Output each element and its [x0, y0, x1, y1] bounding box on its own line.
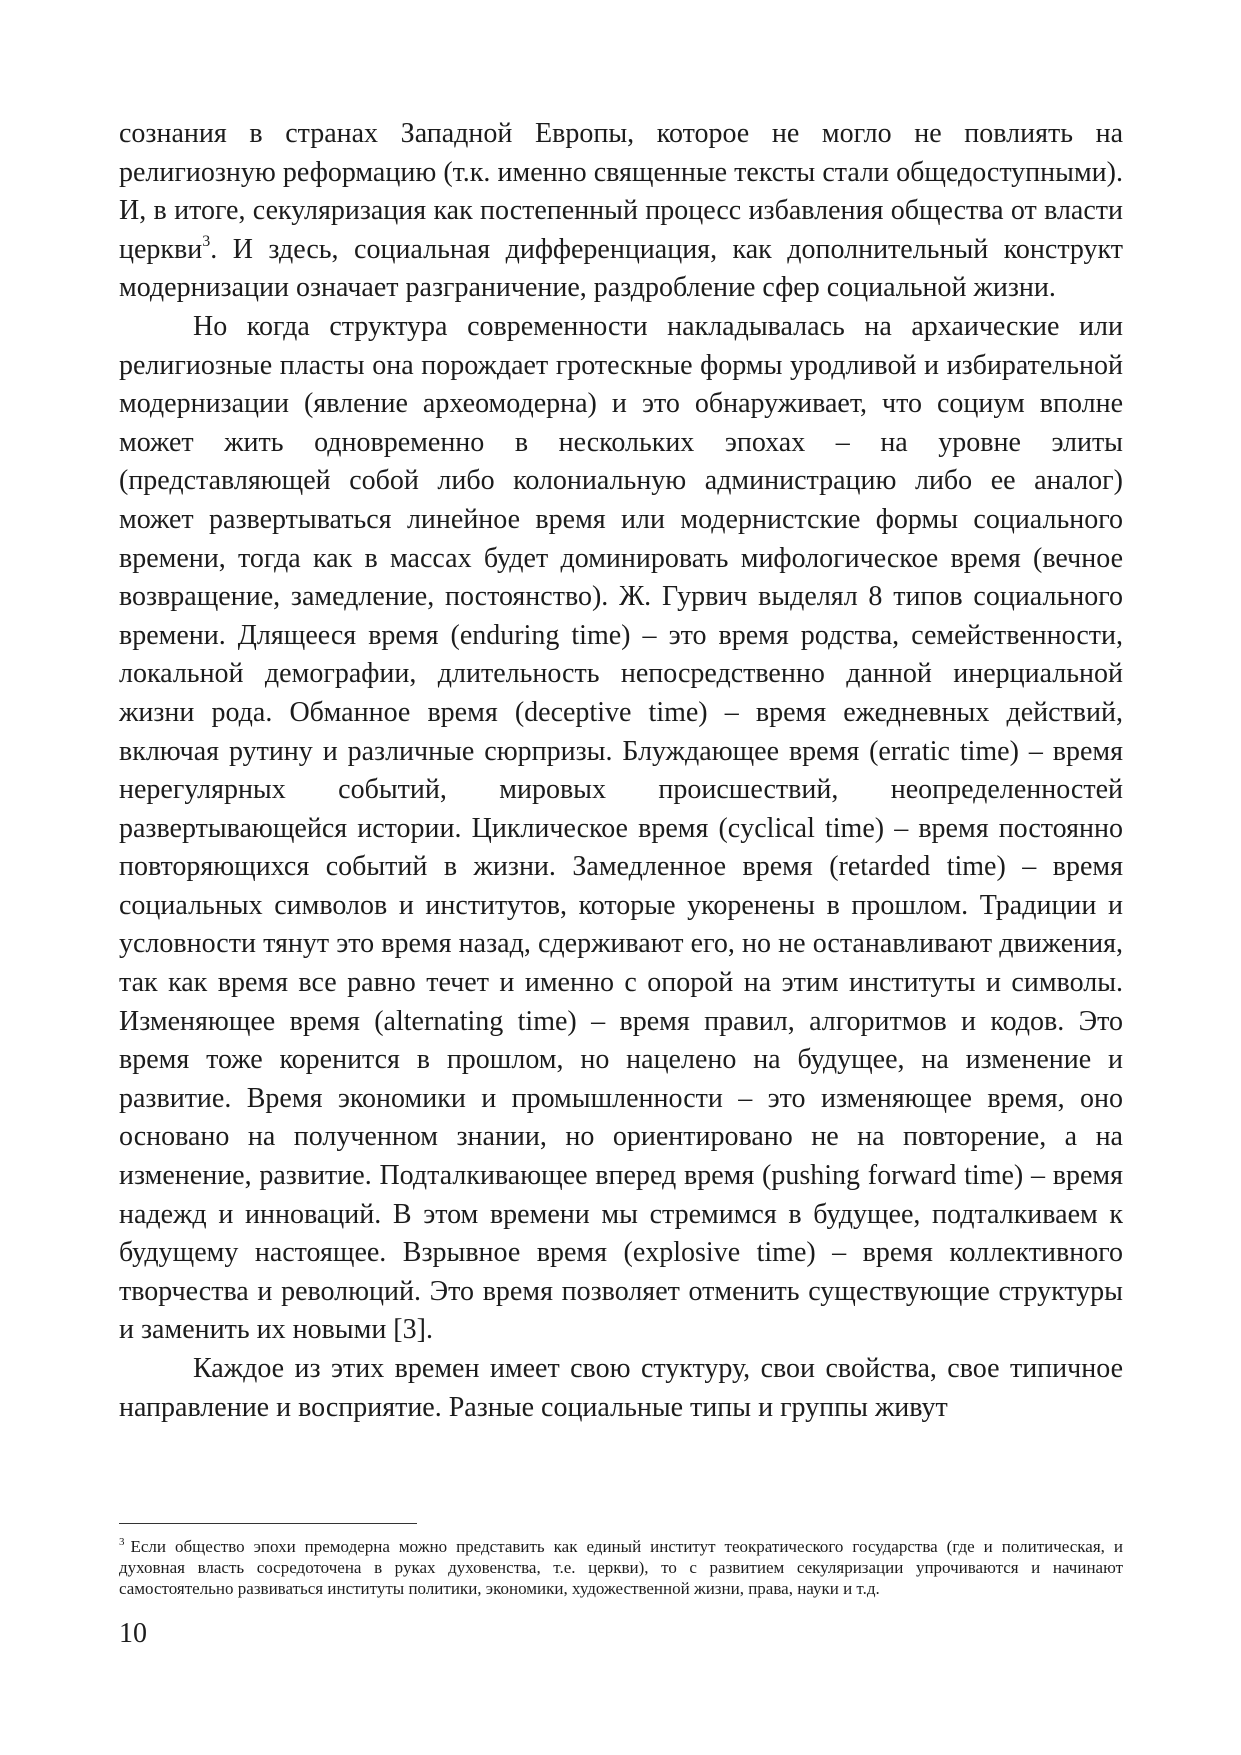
paragraph-1 [119, 115, 1123, 308]
footnote-reference: 3 [202, 232, 211, 250]
body-text [119, 115, 1123, 1427]
paragraph-3: Каждое из этих времен имеет свою стуктуру, свои свойства, свое типичное направление и восприятие. Разные социальные типы и группы живут [119, 1353, 1123, 1423]
paragraph-1-text: сознания в странах Западной Европы, которое не могло не повлиять на религиозную реформацию (т.к. именно священные тексты стали общедоступными). И, в итоге, секуляризация как постепенный процесс избавления общества от власти церкви [119, 118, 1123, 265]
footnote [119, 1537, 1123, 1599]
paragraph-1-text-continued: . И здесь, социальная дифференциация, как дополнительный конструкт модернизации означает разграничение, раздробление сфер социальной жизни. [119, 233, 1123, 304]
paragraph-2: Но когда структура современности накладывалась на архаические или религиозные пласты она порождает гротескные формы уродливой и избирательной модернизации (явление археомодерна) и это обнаруживает, что социум вполне может жить одновременно в нескольких эпохах – на уровне элиты (представляющей собой либо колониальную администрацию либо ее аналог) может развертываться линейное время или модернистские формы социального времени, тогда как в массах будет доминировать мифологическое время (вечное возвращение, замедление, постоянство). Ж. Гурвич выделял 8 типов социального времени. Длящееся время (enduring time) – это время родства, семейственности, локальной демографии, длительность непосредственно данной инерциальной жизни рода. Обманное время (deceptive time) – время ежедневных действий, включая рутину и различные сюрпризы. Блуждающее время (erratic time) – время нерегулярных событий, мировых происшествий, неопределенностей развертывающейся истории. Циклическое время (cyclical time) – время постоянно повторяющихся событий в жизни. Замедленное время (retarded time) – время социальных символов и институтов, которые укоренены в прошлом. Традиции и условности тянут это время назад, сдерживают его, но не останавливают движения, так как время все равно течет и именно с опорой на этим институты и символы. Изменяющее время (alternating time) – время правил, алгоритмов и кодов. Это время тоже коренится в прошлом, но нацелено на будущее, на изменение и развитие. Время экономики и промышленности – это изменяющее время, оно основано на полученном знании, но ориентировано не на повторение, а на изменение, развитие. Подталкивающее вперед время (pushing forward time) – время надежд и инноваций. В этом времени мы стремимся в будущее, подталкиваем к будущему настоящее. Взрывное время (explosive time) – время коллективного творчества и революций. Это время позволяет отменить существующие структуры и заменить их новыми [3]. [119, 310, 1123, 1346]
footnote-number: 3 [119, 1536, 125, 1548]
footnote-separator [119, 1523, 417, 1524]
footnote-text: Если общество эпохи премодерна можно представить как единый институт теократического государства (где и политическая, и духовная власть сосредоточена в руках духовенства, т.е. церкви), то с развитием секуляризации упрочиваются и начинают самостоятельно развиваться институты политики, экономики, художественной жизни, права, науки и т.д. [119, 1537, 1123, 1598]
page-number: 10 [119, 1618, 147, 1649]
